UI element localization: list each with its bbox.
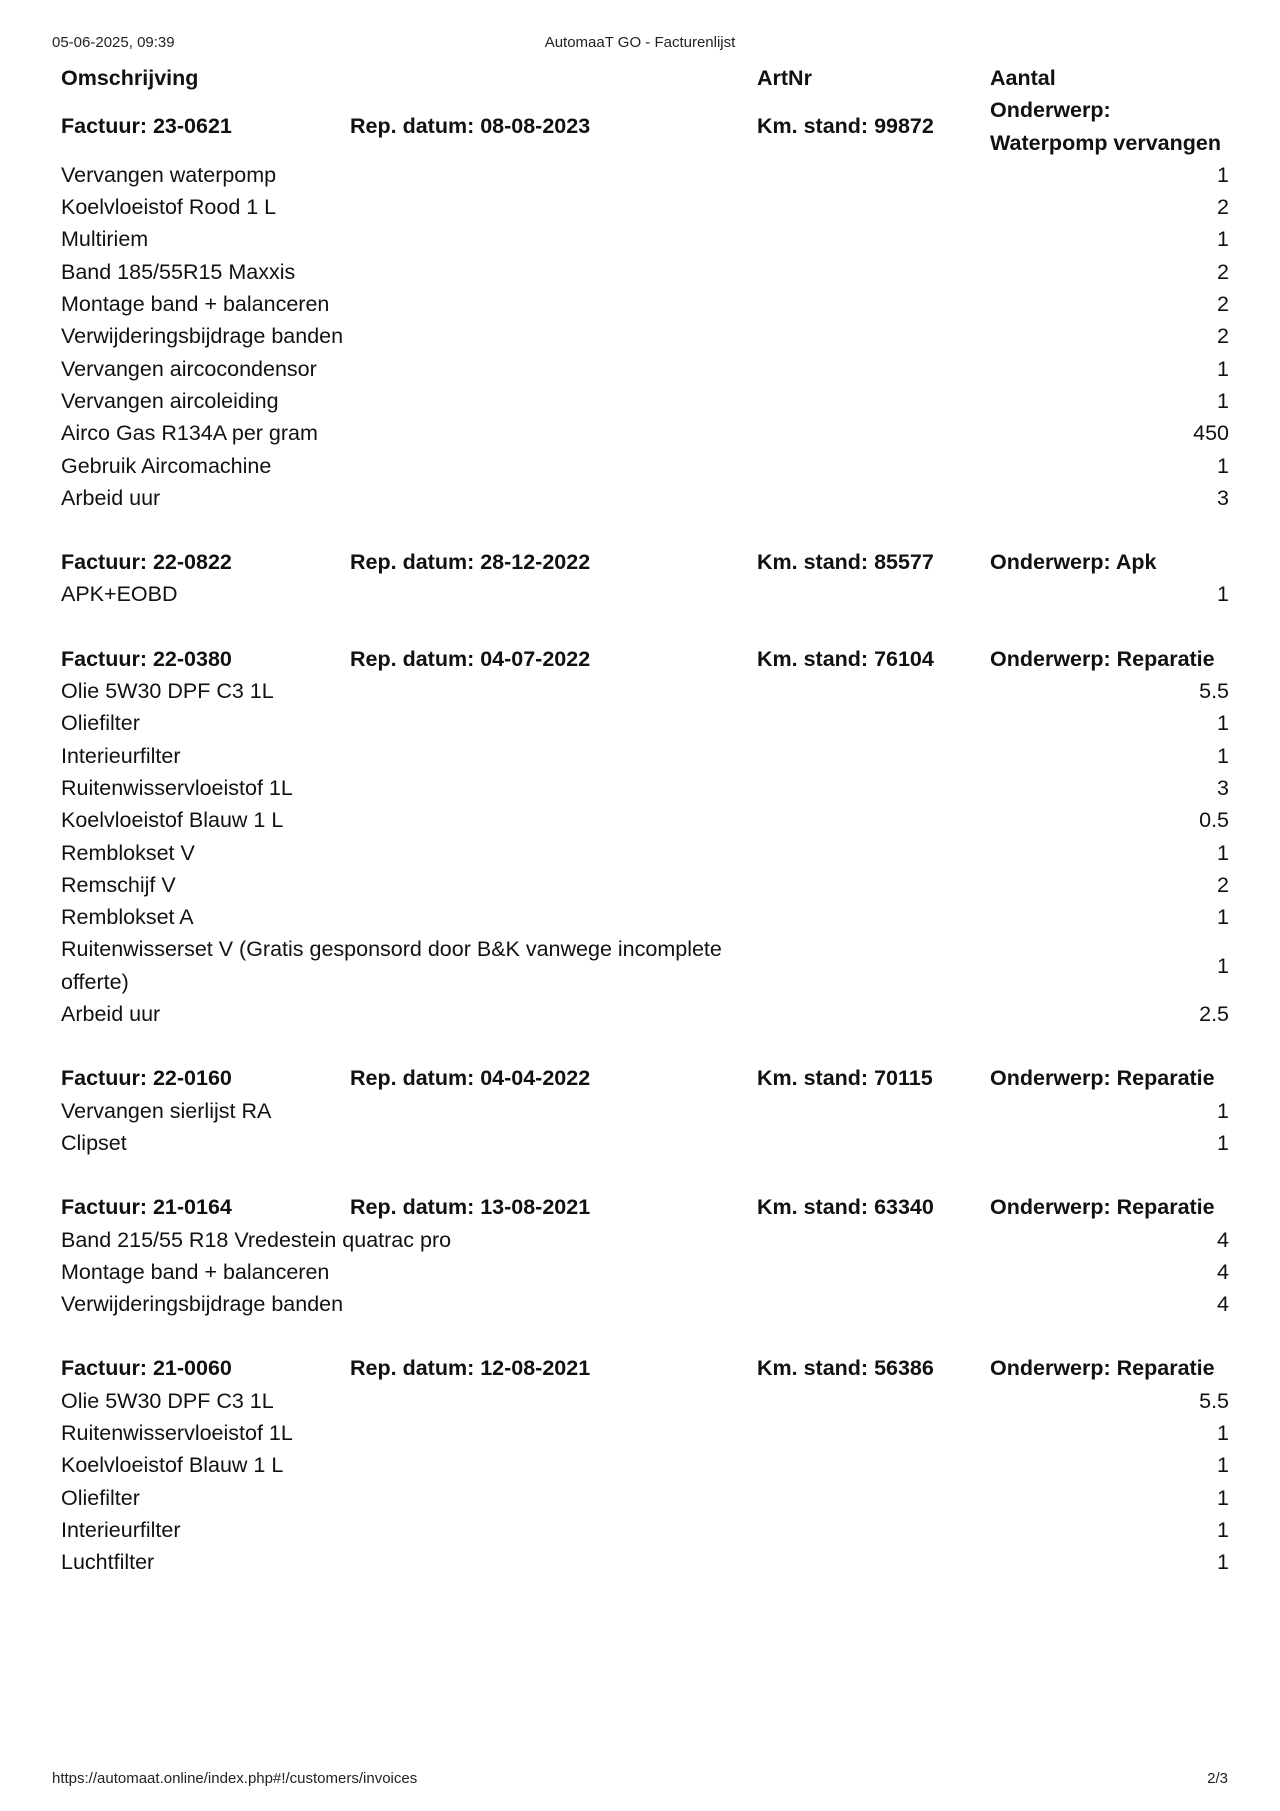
odometer-reading: Km. stand: 76104 <box>757 646 934 671</box>
line-item-row <box>61 1417 1231 1449</box>
line-item-quantity: 1 <box>1217 953 1229 978</box>
column-header-row <box>61 62 1231 94</box>
repair-date: Rep. datum: 12-08-2021 <box>350 1356 591 1381</box>
line-item-description: Verwijderingsbijdrage banden <box>61 1292 344 1317</box>
line-item-row <box>61 869 1231 901</box>
invoice-block <box>61 1320 1231 1578</box>
line-item-row <box>61 901 1231 933</box>
line-item-quantity: 2 <box>1217 259 1229 284</box>
line-item-description: Luchtfilter <box>61 1550 155 1575</box>
section-spacer <box>61 1030 1231 1062</box>
invoice-block <box>61 611 1231 1031</box>
invoice-block <box>61 1030 1231 1159</box>
line-item-quantity: 1 <box>1217 1517 1229 1542</box>
invoice-number: Factuur: 21-0164 <box>61 1195 232 1220</box>
line-item-quantity: 3 <box>1217 775 1229 800</box>
invoice-block <box>61 94 1231 514</box>
print-header <box>52 34 1228 54</box>
line-item-description: Arbeid uur <box>61 1002 161 1027</box>
line-item-description: Vervangen aircocondensor <box>61 356 317 381</box>
line-item-quantity: 1 <box>1217 356 1229 381</box>
line-item-row <box>61 223 1231 255</box>
invoice-number: Factuur: 22-0822 <box>61 550 232 575</box>
line-item-quantity: 2.5 <box>1199 1002 1229 1027</box>
invoice-list <box>61 62 1231 1578</box>
line-item-quantity: 1 <box>1217 227 1229 252</box>
line-item-row <box>61 578 1231 610</box>
line-item-quantity: 1 <box>1217 162 1229 187</box>
repair-date: Rep. datum: 08-08-2023 <box>350 114 591 139</box>
line-item-row <box>61 385 1231 417</box>
line-item-description: Vervangen waterpomp <box>61 162 277 187</box>
line-item-row <box>61 707 1231 739</box>
line-item-row <box>61 482 1231 514</box>
invoice-number: Factuur: 22-0160 <box>61 1066 232 1091</box>
odometer-reading: Km. stand: 85577 <box>757 550 934 575</box>
line-item-description: Remschijf V <box>61 872 176 897</box>
line-item-row <box>61 320 1231 352</box>
line-item-description: Ruitenwisservloeistof 1L <box>61 1420 293 1445</box>
odometer-reading: Km. stand: 70115 <box>757 1066 933 1091</box>
line-item-row <box>61 417 1231 449</box>
line-item-description: Remblokset V <box>61 840 195 865</box>
line-item-quantity: 2 <box>1217 872 1229 897</box>
line-item-quantity: 1 <box>1217 453 1229 478</box>
line-item-row <box>61 1224 1231 1256</box>
invoice-block <box>61 514 1231 611</box>
repair-date: Rep. datum: 04-04-2022 <box>350 1066 591 1091</box>
column-header-artnr: ArtNr <box>757 66 812 90</box>
invoice-subject: Onderwerp: Reparatie <box>990 1066 1215 1091</box>
line-item-description: Koelvloeistof Rood 1 L <box>61 195 277 220</box>
line-item-description: Olie 5W30 DPF C3 1L <box>61 1388 274 1413</box>
line-item-quantity: 1 <box>1217 1453 1229 1478</box>
line-item-row <box>61 1095 1231 1127</box>
line-item-quantity: 1 <box>1217 1485 1229 1510</box>
line-item-quantity: 1 <box>1217 743 1229 768</box>
invoice-subject: Onderwerp: Waterpomp vervangen <box>990 98 1221 155</box>
line-item-row <box>61 933 1231 998</box>
invoice-header-row <box>61 1191 1231 1223</box>
line-item-description: Vervangen aircoleiding <box>61 388 279 413</box>
line-item-row <box>61 740 1231 772</box>
invoices-container <box>61 94 1231 1578</box>
line-item-row <box>61 1256 1231 1288</box>
column-header-quantity: Aantal <box>990 66 1056 90</box>
section-spacer <box>61 611 1231 643</box>
line-item-description: Arbeid uur <box>61 485 161 510</box>
line-item-description: Ruitenwisservloeistof 1L <box>61 775 293 800</box>
invoice-subject: Onderwerp: Reparatie <box>990 1356 1215 1381</box>
print-datetime: 05-06-2025, 09:39 <box>52 34 175 51</box>
invoice-header-row <box>61 1352 1231 1384</box>
repair-date: Rep. datum: 04-07-2022 <box>350 646 591 671</box>
line-item-row <box>61 191 1231 223</box>
invoice-number: Factuur: 22-0380 <box>61 646 232 671</box>
print-url: https://automaat.online/index.php#!/customers/invoices <box>52 1770 418 1787</box>
line-item-description: Interieurfilter <box>61 743 181 768</box>
section-spacer <box>61 1320 1231 1352</box>
line-item-quantity: 4 <box>1217 1292 1229 1317</box>
line-item-description: Band 215/55 R18 Vredestein quatrac pro <box>61 1227 452 1252</box>
invoice-subject: Onderwerp: Reparatie <box>990 1195 1215 1220</box>
invoice-header-row <box>61 643 1231 675</box>
line-item-description: Montage band + balanceren <box>61 1259 330 1284</box>
line-item-row <box>61 159 1231 191</box>
line-item-quantity: 1 <box>1217 582 1229 607</box>
line-item-row <box>61 772 1231 804</box>
line-item-row <box>61 1514 1231 1546</box>
line-item-quantity: 1 <box>1217 905 1229 930</box>
line-item-description: Koelvloeistof Blauw 1 L <box>61 1453 284 1478</box>
line-item-description: Gebruik Aircomachine <box>61 453 272 478</box>
line-item-quantity: 2 <box>1217 292 1229 317</box>
line-item-description: Oliefilter <box>61 711 140 736</box>
line-item-description: Verwijderingsbijdrage banden <box>61 324 344 349</box>
line-item-row <box>61 1127 1231 1159</box>
repair-date: Rep. datum: 13-08-2021 <box>350 1195 591 1220</box>
line-item-row <box>61 1288 1231 1320</box>
line-item-description: Airco Gas R134A per gram <box>61 421 318 446</box>
section-spacer <box>61 514 1231 546</box>
invoice-block <box>61 1159 1231 1320</box>
invoice-header-row <box>61 546 1231 578</box>
line-item-row <box>61 288 1231 320</box>
line-item-description: Ruitenwisserset V (Gratis gesponsord door B&K vanwege incomplete offerte) <box>61 937 722 994</box>
line-item-description: Multiriem <box>61 227 149 252</box>
line-item-description: APK+EOBD <box>61 582 178 607</box>
line-item-description: Vervangen sierlijst RA <box>61 1098 272 1123</box>
line-item-row <box>61 1546 1231 1578</box>
odometer-reading: Km. stand: 56386 <box>757 1356 934 1381</box>
line-item-quantity: 0.5 <box>1199 808 1229 833</box>
section-spacer <box>61 1159 1231 1191</box>
page-number: 2/3 <box>1207 1770 1228 1787</box>
print-footer <box>52 1770 1228 1790</box>
line-item-description: Koelvloeistof Blauw 1 L <box>61 808 284 833</box>
line-item-description: Olie 5W30 DPF C3 1L <box>61 679 274 704</box>
line-item-quantity: 1 <box>1217 388 1229 413</box>
line-item-quantity: 2 <box>1217 195 1229 220</box>
line-item-row <box>61 450 1231 482</box>
line-item-row <box>61 837 1231 869</box>
line-item-row <box>61 1449 1231 1481</box>
line-item-quantity: 1 <box>1217 711 1229 736</box>
line-item-description: Interieurfilter <box>61 1517 181 1542</box>
line-item-quantity: 4 <box>1217 1227 1229 1252</box>
invoice-number: Factuur: 21-0060 <box>61 1356 232 1381</box>
line-item-description: Band 185/55R15 Maxxis <box>61 259 296 284</box>
line-item-quantity: 5.5 <box>1199 1388 1229 1413</box>
repair-date: Rep. datum: 28-12-2022 <box>350 550 591 575</box>
line-item-row <box>61 998 1231 1030</box>
invoice-subject: Onderwerp: Reparatie <box>990 646 1215 671</box>
line-item-description: Clipset <box>61 1130 127 1155</box>
line-item-row <box>61 675 1231 707</box>
invoice-header-row <box>61 1062 1231 1094</box>
odometer-reading: Km. stand: 63340 <box>757 1195 934 1220</box>
line-item-quantity: 2 <box>1217 324 1229 349</box>
line-item-description: Oliefilter <box>61 1485 140 1510</box>
line-item-quantity: 1 <box>1217 1420 1229 1445</box>
print-title: AutomaaT GO - Facturenlijst <box>544 34 736 51</box>
line-item-quantity: 3 <box>1217 485 1229 510</box>
line-item-description: Remblokset A <box>61 905 194 930</box>
line-item-quantity: 1 <box>1217 1130 1229 1155</box>
invoice-header-row <box>61 94 1231 159</box>
invoice-subject: Onderwerp: Apk <box>990 550 1157 575</box>
column-header-description: Omschrijving <box>61 66 199 90</box>
line-item-row <box>61 256 1231 288</box>
line-item-row <box>61 1385 1231 1417</box>
line-item-description: Montage band + balanceren <box>61 292 330 317</box>
line-item-row <box>61 804 1231 836</box>
line-item-quantity: 1 <box>1217 840 1229 865</box>
line-item-quantity: 4 <box>1217 1259 1229 1284</box>
invoice-number: Factuur: 23-0621 <box>61 114 232 139</box>
line-item-quantity: 1 <box>1217 1098 1229 1123</box>
line-item-quantity: 1 <box>1217 1550 1229 1575</box>
line-item-row <box>61 353 1231 385</box>
line-item-quantity: 450 <box>1193 421 1229 446</box>
odometer-reading: Km. stand: 99872 <box>757 114 934 139</box>
line-item-row <box>61 1482 1231 1514</box>
line-item-quantity: 5.5 <box>1199 679 1229 704</box>
